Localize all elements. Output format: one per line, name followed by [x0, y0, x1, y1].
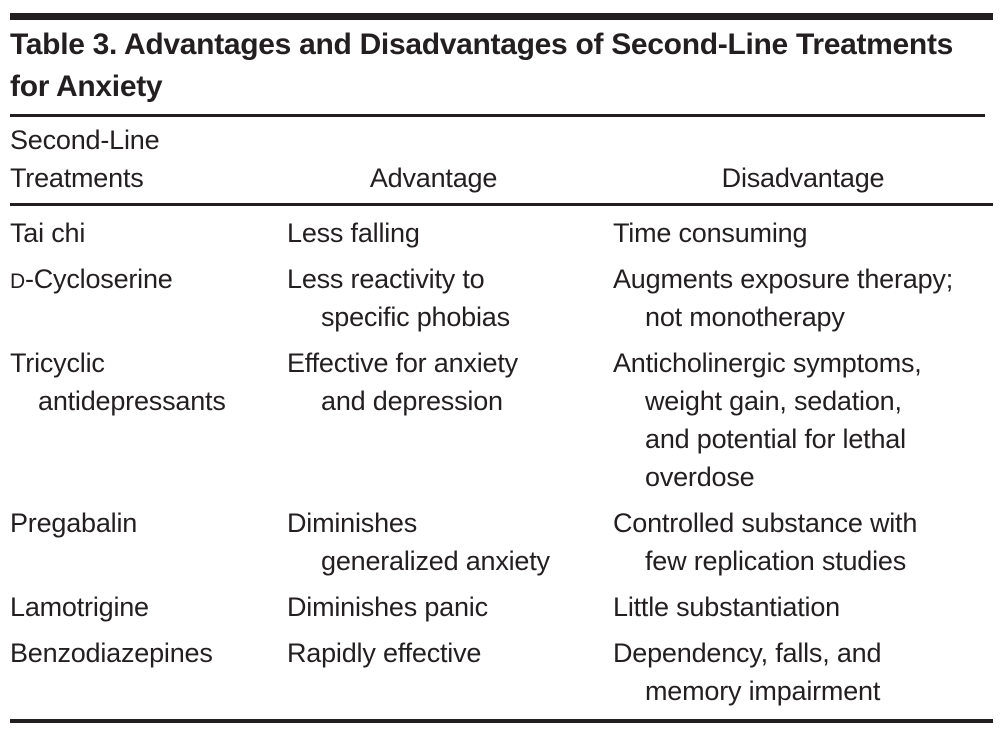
- bottom-rule: [10, 719, 993, 723]
- treatments-table: [10, 117, 993, 719]
- cell-advantage: Less falling: [287, 218, 420, 248]
- cell-treatment: Tai chi: [10, 218, 86, 248]
- table-row: [10, 496, 993, 580]
- cell-disadvantage: Dependency, falls, and memory impairment: [613, 638, 882, 706]
- cell-advantage: Diminishes panic: [287, 592, 488, 622]
- table-row: [10, 626, 993, 719]
- col-header-advantage: Advantage: [253, 117, 580, 205]
- table-row: [10, 205, 993, 253]
- table-row: [10, 580, 993, 626]
- cell-disadvantage: Time consuming: [613, 218, 808, 248]
- small-cap-d: D: [10, 270, 25, 293]
- header-row: [10, 117, 993, 205]
- cell-treatment: Tricyclic antidepressants: [10, 348, 226, 416]
- cell-advantage: Less reactivity to specific phobias: [287, 264, 510, 332]
- col-header-disadvantage: Disadvantage: [580, 117, 993, 205]
- cell-treatment: Lamotrigine: [10, 592, 149, 622]
- col-header-second-line-treatments: Second-Line Treatments: [10, 117, 253, 205]
- cell-advantage: Effective for anxiety and depression: [287, 348, 518, 416]
- cell-disadvantage: Controlled substance with few replication studies: [613, 508, 918, 576]
- cell-treatment: Benzodiazepines: [10, 638, 213, 668]
- cell-disadvantage: Augments exposure therapy; not monotherapy: [613, 264, 953, 332]
- cell-treatment: Pregabalin: [10, 508, 138, 538]
- table-row: [10, 252, 993, 336]
- top-rule: [10, 13, 993, 20]
- cell-advantage: Diminishes generalized anxiety: [287, 508, 550, 576]
- cell-disadvantage: Little substantiation: [613, 592, 840, 622]
- table-row: [10, 336, 993, 496]
- cell-disadvantage: Anticholinergic symptoms, weight gain, sedation, and potential for lethal overdose: [613, 348, 922, 492]
- cell-advantage: Rapidly effective: [287, 638, 482, 668]
- cell-treatment: D-Cycloserine: [10, 264, 173, 294]
- table-title: Table 3. Advantages and Disadvantages of Second-Line Treatments for Anxiety: [10, 20, 985, 117]
